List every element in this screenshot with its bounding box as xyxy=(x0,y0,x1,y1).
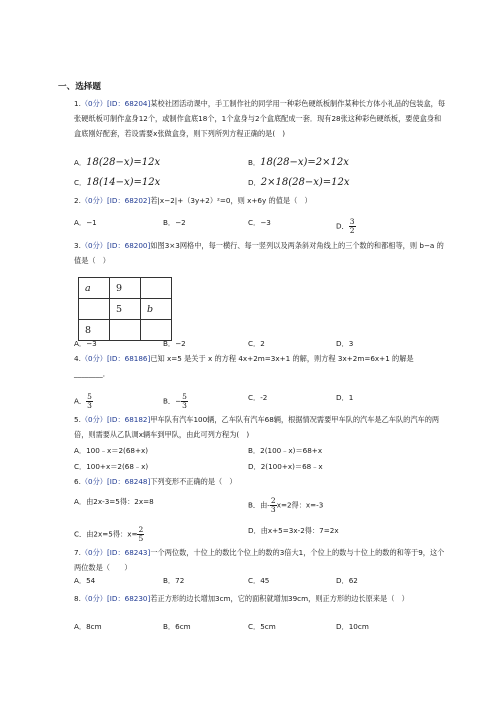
question-number: 4. xyxy=(74,354,81,363)
question-6 xyxy=(74,474,446,489)
option-b[interactable]: B．72 xyxy=(163,576,185,585)
grid-cell xyxy=(110,320,141,341)
option-b[interactable]: B．−2 xyxy=(163,218,186,227)
question-number: 2. xyxy=(74,196,81,205)
grid-cell: 8 xyxy=(79,320,110,341)
option-a[interactable]: A．8cm xyxy=(74,622,102,631)
option-d[interactable]: D．10cm xyxy=(336,622,369,631)
question-id: （0分）[ID：68200] xyxy=(80,241,151,250)
options-row-q7 xyxy=(74,576,454,592)
option-a[interactable]: A．−1 xyxy=(74,218,97,227)
option-d[interactable]: D．3 xyxy=(336,339,354,348)
fraction: $\frac{3}{2}$ xyxy=(349,217,355,235)
question-number: 6. xyxy=(74,477,81,486)
option-c[interactable]: C．2 xyxy=(248,339,265,348)
option-d[interactable]: D．2(100+x)＝68﹣x xyxy=(248,462,323,471)
question-text: 甲车队有汽车100辆，乙车队有汽车68辆，根据情况需要甲车队的汽车是乙车队的汽车的两倍，则需要从乙队调x辆车到甲队，由此可列方程为( ) xyxy=(74,415,440,440)
option-a[interactable]: A．−3 xyxy=(74,339,97,348)
option-d[interactable]: D．1 xyxy=(336,393,354,402)
question-text: 某校社团活动课中，手工制作社的同学用一种彩色硬纸板制作某种长方体小礼品的包装盒，每张硬纸板可制作盒身12个，或制作盒底18个，1个盒身与2个盒底配成一套．现有28张这种彩色硬纸板，要使盒身和盒底刚好配套，若设需要x张做盒身，则下列所列方程正确的是( ) xyxy=(74,99,446,139)
option-c[interactable]: C．由2x=5得：x= $\frac{2}{5}$ xyxy=(74,525,144,543)
grid-cell: 9 xyxy=(110,278,141,299)
option-d[interactable]: D．62 xyxy=(336,576,358,585)
question-text: 如图3×3网格中，每一横行、每一竖列以及两条斜对角线上的三个数的和都相等，则 b−a 的值是（ ） xyxy=(74,241,444,266)
option-b[interactable]: B．2(100﹣x)＝68+x xyxy=(248,446,323,455)
question-text: 若正方形的边长增加3cm，它的面积就增加39cm，则正方形的边长原来是（ ） xyxy=(150,594,409,603)
option-d[interactable]: D．由x+5=3x-2得：7=2x xyxy=(248,526,339,535)
question-id: （0分）[ID：68182] xyxy=(80,415,151,424)
question-id: （0分）[ID：68248] xyxy=(80,477,151,486)
options-row-q5-ab xyxy=(74,446,454,462)
question-4 xyxy=(74,351,446,381)
question-id: （0分）[ID：68230] xyxy=(80,594,151,603)
option-c[interactable]: C．18(14−x)=12x xyxy=(74,177,161,188)
grid-cell xyxy=(141,278,172,299)
question-number: 8. xyxy=(74,594,81,603)
number-grid xyxy=(78,277,172,341)
question-number: 7. xyxy=(74,548,81,557)
question-number: 3. xyxy=(74,241,81,250)
option-b[interactable]: B．6cm xyxy=(163,622,191,631)
option-c[interactable]: C．5cm xyxy=(248,622,276,631)
question-1 xyxy=(74,96,446,142)
grid-cell: b xyxy=(141,299,172,320)
question-8 xyxy=(74,591,446,606)
grid-cell: 5 xyxy=(110,299,141,320)
question-text: 下列变形不正确的是（ ） xyxy=(150,477,237,486)
option-d[interactable]: D． $\frac{3}{2}$ xyxy=(336,217,355,235)
question-3 xyxy=(74,238,446,268)
question-id: （0分）[ID：68186] xyxy=(80,354,151,363)
option-a[interactable]: A． $\frac{5}{3}$ xyxy=(74,392,92,410)
options-row-q6-cd xyxy=(74,526,454,542)
option-a[interactable]: A．54 xyxy=(74,576,96,585)
option-a[interactable]: A．18(28−x)=12x xyxy=(74,157,161,168)
option-a[interactable]: A．100﹣x＝2(68+x) xyxy=(74,446,149,455)
grid-cell xyxy=(79,299,110,320)
question-7 xyxy=(74,545,446,575)
options-row-q8 xyxy=(74,622,454,638)
question-text: 已知 x=5 是关于 x 的方程 4x+2m=3x+1 的解，则方程 3x+2m=6x+1 的解是________． xyxy=(74,354,414,379)
options-row-q4 xyxy=(74,393,454,409)
options-row-q6-ab xyxy=(74,497,454,513)
grid-cell: a xyxy=(79,278,110,299)
option-b[interactable]: B．18(28−x)=2×12x xyxy=(248,157,349,168)
options-row-q1-ab xyxy=(74,157,454,173)
question-number: 1. xyxy=(74,99,81,108)
option-b[interactable]: B．由- $\frac{2}{3}$ x=2得：x=-3 xyxy=(248,496,324,514)
question-number: 5. xyxy=(74,415,81,424)
option-b[interactable]: B．−2 xyxy=(163,339,186,348)
option-b[interactable]: B．− $\frac{5}{3}$ xyxy=(163,392,187,410)
question-id: （0分）[ID：68204] xyxy=(80,99,151,108)
option-c[interactable]: C．−3 xyxy=(248,218,271,227)
options-row-q2 xyxy=(74,218,454,234)
question-2 xyxy=(74,193,446,208)
grid-cell xyxy=(141,320,172,341)
option-d[interactable]: D．2×18(28−x)=12x xyxy=(248,177,350,188)
option-c[interactable]: C．100+x＝2(68﹣x) xyxy=(74,462,149,471)
option-c[interactable]: C．45 xyxy=(248,576,270,585)
question-id: （0分）[ID：68202] xyxy=(80,196,151,205)
question-5 xyxy=(74,412,446,442)
option-a[interactable]: A．由2x-3=5得：2x=8 xyxy=(74,497,154,506)
question-id: （0分）[ID：68243] xyxy=(80,548,151,557)
options-row-q1-cd xyxy=(74,177,454,193)
section-title: 一、选择题 xyxy=(58,82,101,92)
question-text: 一个两位数，十位上的数比个位上的数的3倍大1，个位上的数与十位上的数的和等于9，这个两位数是（ ） xyxy=(74,548,445,573)
option-c[interactable]: C．-2 xyxy=(248,393,268,402)
question-text: 若|x−2|+（3y+2）²=0，则 x+6y 的值是（ ） xyxy=(150,196,312,205)
